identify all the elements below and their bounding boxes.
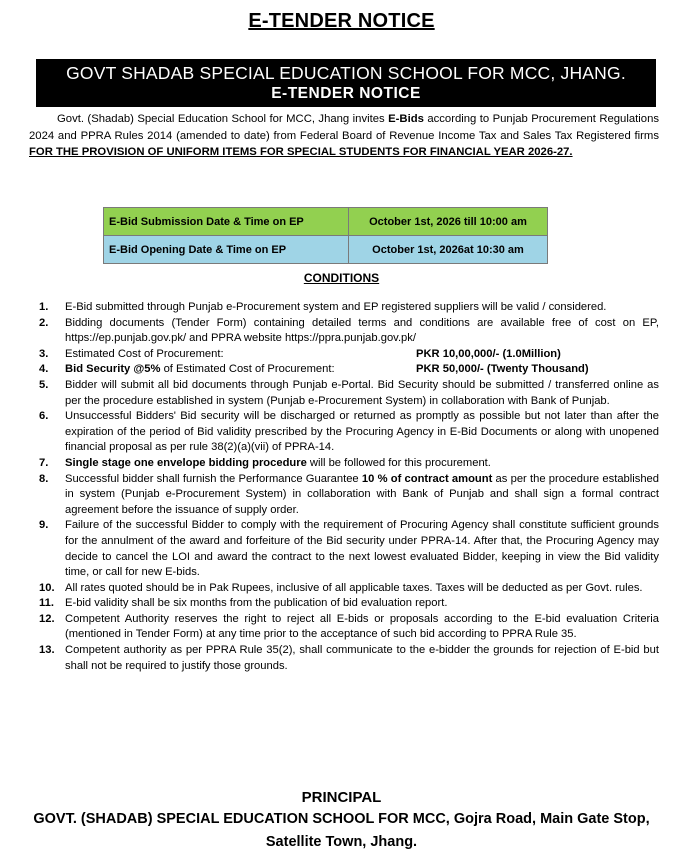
item-text: Bidder will submit all bid documents through Punjab e-Portal. Bid Security should be submitted / transferred online as per the procedure established in system (Punjab e-Procurement System) in collaboration with Bank of Punjab.: [65, 378, 659, 407]
item-number: 2.: [39, 316, 49, 329]
list-item: [29, 596, 659, 612]
guarantee-amount: 10 % of contract amount: [361, 472, 493, 485]
notice-title: E-TENDER NOTICE: [248, 10, 435, 32]
header-banner: [36, 59, 656, 107]
date-value: October 1st, 2026at 10:30 am: [349, 236, 548, 264]
item-text: Estimated Cost of Procurement:: [65, 347, 224, 360]
item-number: 10.: [39, 581, 55, 594]
list-item: [29, 612, 659, 643]
school-name: GOVT SHADAB SPECIAL EDUCATION SCHOOL FOR MCC, JHANG.: [66, 63, 626, 83]
list-item: [29, 316, 659, 347]
item-text: Unsuccessful Bidders' Bid security will be discharged or returned as promptly as possible but not later than after the expiration of the period of Bid validity prescribed by the Procuring Agency in E-Bid Documents or along with unopened financial proposal as per rule 38(2)(a)(vii) of PPRA-14.: [65, 410, 659, 454]
intro-text-2: according to Punjab Procurement Regulations 2024 and PPRA Rules 2014 (amended to date) from Federal Board of Revenue Income Tax and Sales Tax Registered firms: [29, 113, 659, 142]
procedure-label: Single stage one envelope bidding procedure: [65, 456, 307, 469]
bid-security-label: Bid Security @5%: [65, 363, 161, 376]
item-text: E-Bid submitted through Punjab e-Procurement system and EP registered suppliers will be valid / considered.: [65, 301, 607, 313]
item-text: All rates quoted should be in Pak Rupees, inclusive of all applicable taxes. Taxes will be deducted as per Govt. rules.: [65, 581, 643, 594]
date-label: E-Bid Opening Date & Time on EP: [104, 236, 349, 264]
item-number: 6.: [39, 410, 49, 423]
list-item: [29, 456, 659, 472]
intro-text-1: Govt. (Shadab) Special Education School for MCC, Jhang invites: [57, 113, 389, 125]
item-text: as per the procedure established in system (Punjab e-Procurement System) in collaboration with Bank of Punjab and shall sign a formal contract agreement before the issuance of supply order.: [65, 472, 659, 516]
item-number: 5.: [39, 378, 49, 391]
date-label: E-Bid Submission Date & Time on EP: [104, 208, 349, 236]
conditions-heading: CONDITIONS: [303, 271, 380, 285]
item-number: 9.: [39, 519, 49, 532]
signature-block: [0, 788, 683, 854]
list-item: [29, 472, 659, 519]
intro-purpose: FOR THE PROVISION OF UNIFORM ITEMS FOR SPECIAL STUDENTS FOR FINANCIAL YEAR 2026-27.: [29, 146, 573, 158]
signatory-title: PRINCIPAL: [301, 789, 382, 806]
table-row: [104, 208, 548, 236]
item-text: Failure of the successful Bidder to comply with the requirement of Procuring Agency shall constitute sufficient grounds for the annulment of the award and forfeiture of the Bid security under PPRA-14. After that, the Procuring Agency may decide to cancel the LOI and award the contract to the next lowest evaluated Bidder, keeping in view the Bid validity time, or call for new E-bids.: [65, 519, 659, 579]
banner-subtitle: E-TENDER NOTICE: [271, 85, 421, 102]
bid-security-value: PKR 50,000/- (Twenty Thousand): [416, 363, 589, 376]
item-number: 4.: [39, 363, 49, 376]
conditions-list: [29, 300, 659, 674]
list-item: [29, 518, 659, 580]
list-item: [29, 378, 659, 409]
list-item: [29, 347, 659, 363]
item-text: Competent authority as per PPRA Rule 35(2), shall communicate to the e-bidder the grounds for rejection of E-bid but shall not be required to justify those grounds.: [65, 644, 659, 672]
item-number: 11.: [39, 597, 54, 610]
item-number: 7.: [39, 456, 49, 469]
item-text: Successful bidder shall furnish the Performance Guarantee: [65, 472, 362, 485]
item-text: Competent Authority reserves the right to reject all E-bids or proposals according to the E-bid evaluation Criteria (mentioned in Tender Form) at any time prior to the acceptance of such bid according to PPRA Rule 35.: [65, 612, 659, 641]
item-text: E-bid validity shall be six months from the publication of bid evaluation report.: [65, 597, 448, 610]
list-item: [29, 581, 659, 597]
table-row: [104, 236, 548, 264]
list-item: [29, 643, 659, 674]
item-number: 1.: [39, 301, 49, 313]
item-number: 13.: [39, 644, 55, 657]
intro-paragraph: [29, 111, 659, 161]
intro-ebids: E-Bids: [388, 113, 424, 125]
list-item: [29, 300, 659, 316]
signatory-address: GOVT. (SHADAB) SPECIAL EDUCATION SCHOOL FOR MCC, Gojra Road, Main Gate Stop, Satellite Town, Jhang.: [33, 811, 650, 850]
item-number: 3.: [39, 347, 49, 360]
item-number: 8.: [39, 472, 49, 485]
dates-table: [103, 207, 548, 264]
item-number: 12.: [39, 612, 55, 625]
list-item: [29, 362, 659, 378]
item-text: of Estimated Cost of Procurement:: [160, 363, 335, 376]
date-value: October 1st, 2026 till 10:00 am: [349, 208, 548, 236]
list-item: [29, 409, 659, 456]
estimated-cost-value: PKR 10,00,000/- (1.0Million): [416, 347, 561, 360]
item-text: will be followed for this procurement.: [306, 456, 491, 469]
item-text: Bidding documents (Tender Form) containing detailed terms and conditions are available free of cost on EP, https://ep.punjab.gov.pk/ and PPRA website https://ppra.punjab.gov.pk/: [65, 316, 659, 345]
